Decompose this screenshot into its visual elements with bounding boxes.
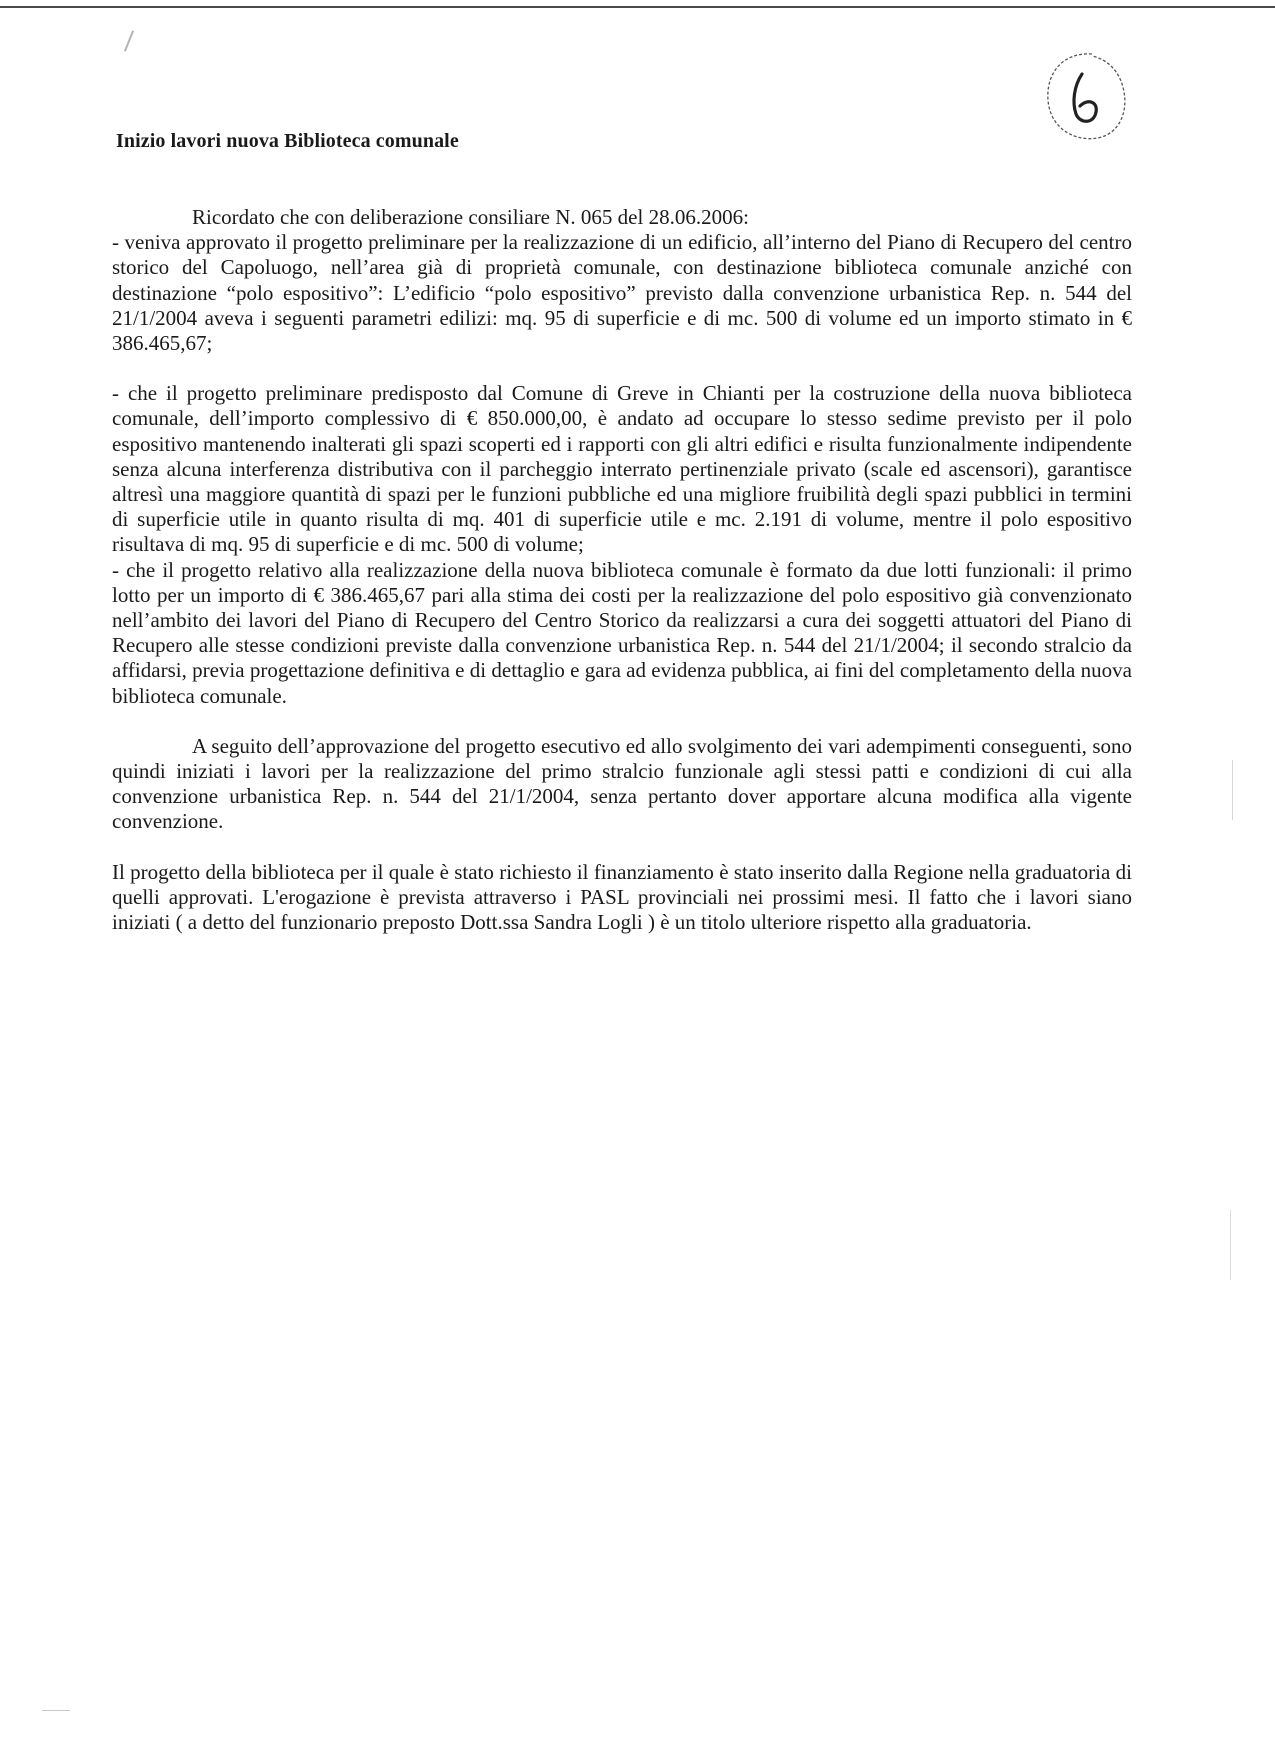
scan-speck	[124, 30, 134, 51]
intro-paragraph: Ricordato che con deliberazione consiliare N. 065 del 28.06.2006:	[192, 205, 749, 229]
scan-top-border	[0, 6, 1275, 8]
document-body	[112, 205, 1132, 935]
scan-speck	[1230, 1210, 1231, 1280]
scan-speck	[1232, 760, 1233, 820]
paragraph-preliminary-project: - che il progetto preliminare predisposto dal Comune di Greve in Chianti per la costruzione della nuova biblioteca comunale, dell’importo complessivo di € 850.000,00, è andato ad occupare lo stesso sedime previsto per il polo espositivo mantenendo inalterati gli spazi scoperti ed i rapporti con gli altri edifici e risulta funzionalmente indipendente senza alcuna interferenza distributiva con il parcheggio interrato pertinenziale privato (scale ed ascensori), garantisce altresì una maggiore quantità di spazi per le funzioni pubbliche ed una migliore fruibilità degli spazi pubblici in termini di superficie utile in quanto risulta di mq. 401 di superficie utile e mc. 2.191 di volume, mentre il polo espositivo risultava di mq. 95 di superficie e di mc. 500 di volume;	[112, 381, 1132, 557]
page-number-text: 6	[1084, 108, 1086, 109]
scan-speck	[42, 1710, 70, 1711]
paragraph-works-started: A seguito dell’approvazione del progetto esecutivo ed allo svolgimento dei vari adempimenti conseguenti, sono quindi iniziati i lavori per la realizzazione del primo stralcio funzionale agli stessi patti e condizioni di cui alla convenzione urbanistica Rep. n. 544 del 21/1/2004, senza pertanto dover apportare alcuna modifica alla vigente convenzione.	[112, 733, 1132, 834]
document-title: Inizio lavori nuova Biblioteca comunale	[116, 130, 459, 152]
handwritten-page-number	[1040, 48, 1130, 148]
paragraph-funding: Il progetto della biblioteca per il quale è stato richiesto il finanziamento è stato inserito dalla Regione nella graduatoria di quelli approvati. L'erogazione è prevista attraverso i PASL provinciali nei prossimi mesi. Il fatto che i lavori siano iniziati ( a detto del funzionario preposto Dott.ssa Sandra Logli ) è un titolo ulteriore rispetto alla graduatoria.	[112, 859, 1132, 935]
paragraph-approval: - veniva approvato il progetto preliminare per la realizzazione di un edificio, all’interno del Piano di Recupero del centro storico del Capoluogo, nell’area già di proprietà comunale, con destinazione biblioteca comunale anziché con destinazione “polo espositivo”: L’edificio “polo espositivo” previsto dalla convenzione urbanistica Rep. n. 544 del 21/1/2004 aveva i seguenti parametri edilizi: mq. 95 di superficie e di mc. 500 di volume ed un importo stimato in € 386.465,67;	[112, 230, 1132, 356]
paragraph-functional-lots: - che il progetto relativo alla realizzazione della nuova biblioteca comunale è formato da due lotti funzionali: il primo lotto per un importo di € 386.465,67 pari alla stima dei costi per la realizzazione del polo espositivo già convenzionato nell’ambito dei lavori del Piano di Recupero del Centro Storico da realizzarsi a cura dei soggetti attuatori del Piano di Recupero alle stesse condizioni previste dalla convenzione urbanistica Rep. n. 544 del 21/1/2004; il secondo stralcio da affidarsi, previa progettazione definitiva e di dettaglio e gara ad evidenza pubblica, ai fini del completamento della nuova biblioteca comunale.	[112, 557, 1132, 708]
